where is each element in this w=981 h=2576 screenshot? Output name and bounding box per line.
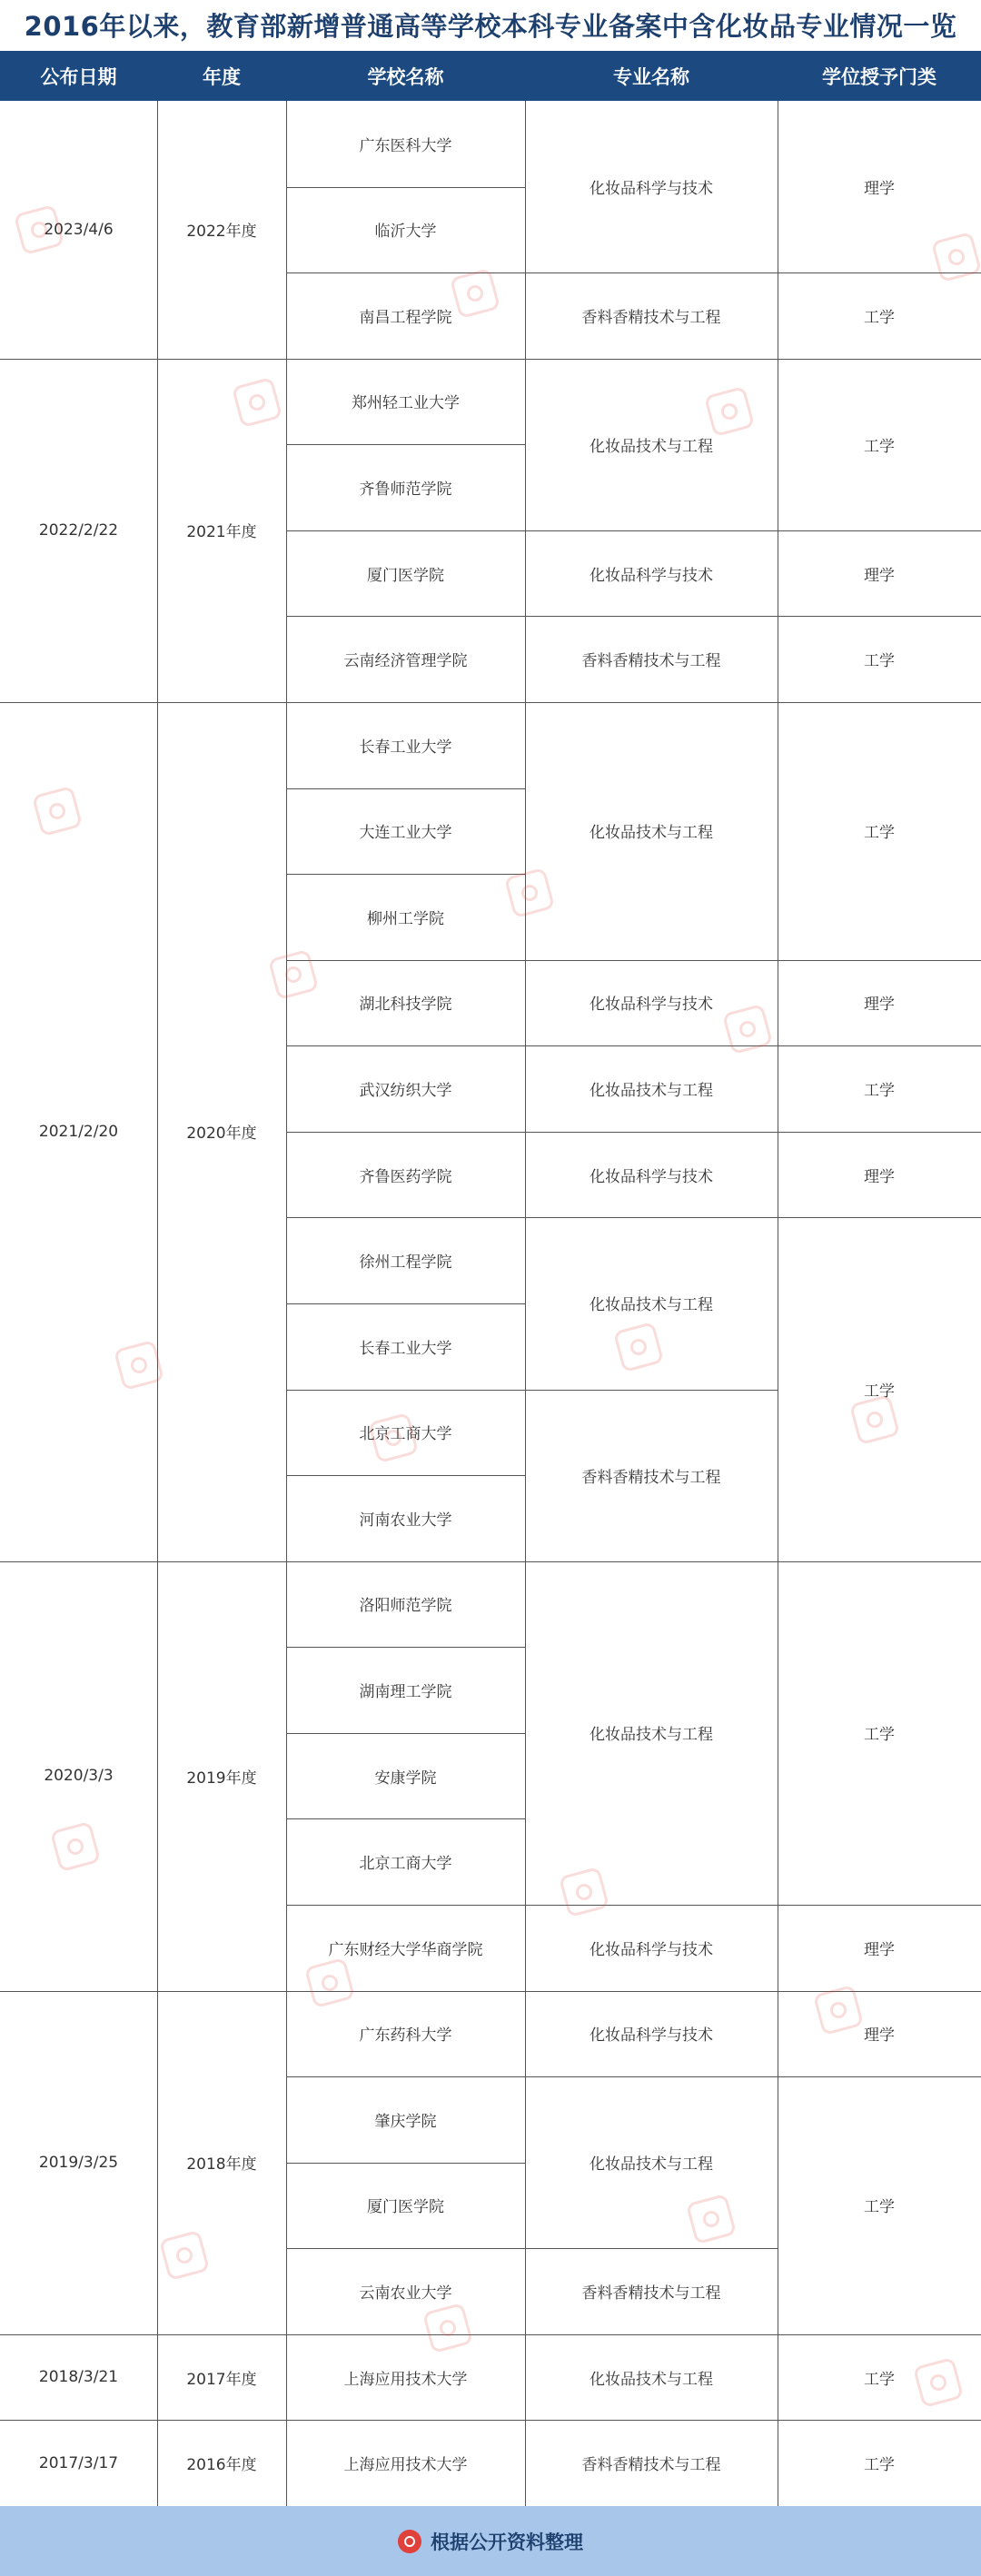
announce-date-cell: 2018/3/21	[38, 2368, 119, 2387]
school-name-cell: 广东财经大学华商学院	[328, 1940, 483, 1959]
major-name-cell: 化妆品科学与技术	[590, 180, 713, 199]
footer-note: 根据公开资料整理	[431, 2531, 583, 2553]
row-divider	[525, 359, 778, 360]
row-divider	[525, 1217, 778, 1218]
row-divider	[286, 1303, 525, 1304]
academic-year-cell: 2016年度	[186, 2456, 257, 2475]
degree-category-cell: 工学	[864, 2456, 895, 2475]
row-divider	[778, 1132, 981, 1133]
row-divider	[778, 530, 981, 531]
row-divider	[286, 187, 525, 188]
school-name-cell: 云南农业大学	[359, 2284, 452, 2304]
major-name-cell: 化妆品技术与工程	[590, 1726, 713, 1745]
row-divider	[525, 272, 778, 273]
row-divider	[286, 1217, 525, 1218]
row-divider	[525, 1991, 778, 1992]
row-divider	[286, 788, 525, 789]
school-name-cell: 北京工商大学	[359, 1855, 452, 1874]
school-name-cell: 南昌工程学院	[359, 308, 452, 327]
degree-category-cell: 理学	[864, 996, 895, 1015]
row-divider	[778, 1217, 981, 1218]
row-divider	[286, 444, 525, 445]
announce-date-cell: 2019/3/25	[38, 2153, 119, 2172]
row-divider	[286, 1132, 525, 1133]
row-divider	[286, 2420, 525, 2421]
row-divider	[286, 1818, 525, 1819]
school-name-cell: 广东医科大学	[359, 136, 452, 155]
row-divider	[286, 874, 525, 875]
row-divider	[778, 359, 981, 360]
row-divider	[778, 2420, 981, 2421]
row-divider	[525, 2420, 778, 2421]
academic-year-cell: 2017年度	[186, 2370, 257, 2389]
column-divider	[525, 101, 526, 2506]
row-divider	[525, 960, 778, 961]
academic-year-cell: 2018年度	[186, 2155, 257, 2175]
major-name-cell: 化妆品科学与技术	[590, 1167, 713, 1186]
academic-year-cell: 2021年度	[186, 523, 257, 542]
row-divider	[286, 1905, 525, 1906]
major-name-cell: 香料香精技术与工程	[581, 2456, 721, 2475]
degree-category-cell: 工学	[864, 824, 895, 843]
major-name-cell: 香料香精技术与工程	[581, 652, 721, 671]
announce-date-cell: 2020/3/3	[44, 1767, 114, 1786]
column-divider	[286, 101, 287, 2506]
announce-date-cell: 2022/2/22	[38, 520, 119, 540]
row-divider	[286, 1475, 525, 1476]
degree-category-cell: 工学	[864, 1082, 895, 1101]
degree-category-cell: 理学	[864, 1940, 895, 1959]
school-name-cell: 临沂大学	[374, 223, 437, 242]
row-divider	[778, 616, 981, 617]
row-divider	[525, 530, 778, 531]
column-header-school: 学校名称	[367, 65, 444, 88]
row-divider	[525, 2076, 778, 2077]
school-name-cell: 齐鲁师范学院	[359, 481, 452, 500]
school-name-cell: 齐鲁医药学院	[359, 1167, 452, 1186]
row-divider	[525, 1390, 778, 1391]
row-divider	[286, 1647, 525, 1648]
academic-year-cell: 2020年度	[186, 1125, 257, 1144]
row-divider	[286, 359, 525, 360]
row-divider	[778, 702, 981, 703]
row-divider	[525, 2334, 778, 2335]
degree-category-cell: 工学	[864, 437, 895, 456]
school-name-cell: 柳州工学院	[367, 909, 444, 928]
degree-category-cell: 工学	[864, 2198, 895, 2217]
school-name-cell: 云南经济管理学院	[343, 652, 468, 671]
degree-category-cell: 工学	[864, 652, 895, 671]
major-name-cell: 化妆品科学与技术	[590, 1940, 713, 1959]
school-name-cell: 安康学院	[374, 1769, 437, 1788]
school-name-cell: 洛阳师范学院	[359, 1597, 452, 1616]
academic-year-cell: 2022年度	[186, 223, 257, 242]
major-name-cell: 化妆品技术与工程	[590, 1082, 713, 1101]
school-name-cell: 大连工业大学	[359, 824, 452, 843]
table-body	[0, 101, 981, 2506]
school-name-cell: 河南农业大学	[359, 1511, 452, 1530]
row-divider	[286, 1733, 525, 1734]
announce-date-cell: 2023/4/6	[44, 220, 114, 239]
school-name-cell: 广东药科大学	[359, 2026, 452, 2046]
degree-category-cell: 工学	[864, 2370, 895, 2389]
column-divider	[157, 101, 158, 2506]
major-name-cell: 化妆品科学与技术	[590, 996, 713, 1015]
major-name-cell: 化妆品技术与工程	[590, 1296, 713, 1315]
row-divider	[778, 1045, 981, 1046]
row-divider	[286, 2163, 525, 2164]
row-divider	[286, 2076, 525, 2077]
row-divider	[525, 2248, 778, 2249]
announce-date-cell: 2017/3/17	[38, 2453, 119, 2472]
row-divider	[778, 960, 981, 961]
row-divider	[525, 1905, 778, 1906]
table-header	[0, 51, 981, 101]
major-name-cell: 化妆品技术与工程	[590, 437, 713, 456]
major-name-cell: 化妆品技术与工程	[590, 2155, 713, 2175]
school-name-cell: 郑州轻工业大学	[352, 394, 460, 413]
academic-year-cell: 2019年度	[186, 1769, 257, 1788]
row-divider	[525, 702, 778, 703]
row-divider	[286, 1390, 525, 1391]
school-name-cell: 长春工业大学	[359, 1339, 452, 1358]
degree-category-cell: 理学	[864, 1167, 895, 1186]
row-divider	[778, 1991, 981, 1992]
brand-logo-icon	[398, 2530, 421, 2553]
column-header-year: 年度	[203, 65, 241, 88]
column-header-degree: 学位授予门类	[822, 65, 936, 88]
row-divider	[286, 1045, 525, 1046]
row-divider	[778, 1905, 981, 1906]
announce-date-cell: 2021/2/20	[38, 1122, 119, 1141]
row-divider	[778, 1561, 981, 1562]
row-divider	[525, 1132, 778, 1133]
school-name-cell: 上海应用技术大学	[343, 2370, 468, 2389]
row-divider	[778, 2076, 981, 2077]
school-name-cell: 厦门医学院	[367, 566, 444, 585]
major-name-cell: 化妆品技术与工程	[590, 824, 713, 843]
row-divider	[286, 1561, 525, 1562]
row-divider	[525, 616, 778, 617]
major-name-cell: 化妆品技术与工程	[590, 2370, 713, 2389]
school-name-cell: 长春工业大学	[359, 738, 452, 757]
column-header-date: 公布日期	[40, 65, 117, 88]
column-header-major: 专业名称	[613, 65, 689, 88]
degree-category-cell: 理学	[864, 2026, 895, 2046]
major-name-cell: 香料香精技术与工程	[581, 2284, 721, 2304]
school-name-cell: 肇庆学院	[374, 2112, 437, 2131]
row-divider	[286, 960, 525, 961]
degree-category-cell: 理学	[864, 180, 895, 199]
school-name-cell: 上海应用技术大学	[343, 2456, 468, 2475]
row-divider	[286, 2248, 525, 2249]
row-divider	[778, 2334, 981, 2335]
major-name-cell: 化妆品科学与技术	[590, 566, 713, 585]
row-divider	[525, 1561, 778, 1562]
row-divider	[286, 702, 525, 703]
major-name-cell: 香料香精技术与工程	[581, 308, 721, 327]
major-name-cell: 香料香精技术与工程	[581, 1468, 721, 1487]
school-name-cell: 北京工商大学	[359, 1425, 452, 1444]
school-name-cell: 厦门医学院	[367, 2198, 444, 2217]
school-name-cell: 湖南理工学院	[359, 1683, 452, 1702]
school-name-cell: 湖北科技学院	[359, 996, 452, 1015]
major-name-cell: 化妆品科学与技术	[590, 2026, 713, 2046]
degree-category-cell: 工学	[864, 1382, 895, 1402]
school-name-cell: 武汉纺织大学	[359, 1082, 452, 1101]
degree-category-cell: 工学	[864, 308, 895, 327]
degree-category-cell: 理学	[864, 566, 895, 585]
page-title: 2016年以来，教育部新增普通高等学校本科专业备案中含化妆品专业情况一览	[24, 10, 957, 42]
school-name-cell: 徐州工程学院	[359, 1253, 452, 1273]
row-divider	[286, 616, 525, 617]
row-divider	[286, 530, 525, 531]
footer	[0, 2506, 981, 2576]
degree-category-cell: 工学	[864, 1726, 895, 1745]
row-divider	[286, 2334, 525, 2335]
